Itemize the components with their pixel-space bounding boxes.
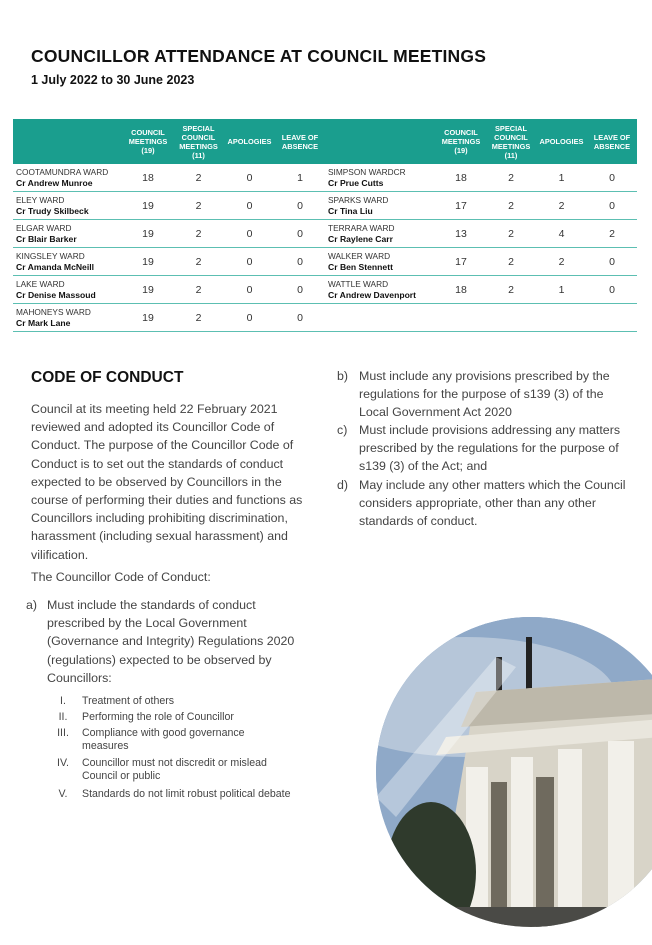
attendance-value: 19 [123, 248, 173, 276]
councillor-name: Cr Prue Cutts [328, 177, 384, 188]
attendance-value: 0 [275, 192, 325, 220]
table-row [13, 276, 637, 304]
attendance-value: 2 [486, 164, 536, 192]
table-header-row [13, 119, 637, 164]
building-photo [376, 617, 652, 927]
attendance-value: 18 [436, 276, 486, 304]
attendance-value: 0 [224, 248, 275, 276]
attendance-value: 2 [173, 192, 224, 220]
table-row [13, 304, 637, 332]
councillor-name: Cr Mark Lane [16, 317, 71, 328]
ward-name: KINGSLEY WARD [16, 250, 85, 261]
list-label: V. [58, 788, 68, 800]
list-label: III. [57, 727, 69, 739]
attendance-value: 2 [486, 220, 536, 248]
attendance-value: 2 [587, 220, 637, 248]
attendance-value: 0 [224, 192, 275, 220]
attendance-value: 0 [275, 248, 325, 276]
list-item [337, 476, 627, 531]
page-title: COUNCILLOR ATTENDANCE AT COUNCIL MEETINGS [31, 46, 487, 66]
period-subtitle: 1 July 2022 to 30 June 2023 [31, 73, 195, 87]
ward-name: COOTAMUNDRA WARD [16, 166, 109, 177]
header-cell: LEAVE OF ABSENCE [275, 119, 325, 164]
attendance-value: 18 [436, 164, 486, 192]
building-photo-icon [376, 617, 652, 927]
attendance-value: 2 [173, 220, 224, 248]
attendance-value: 2 [536, 192, 587, 220]
list-label: c) [337, 423, 348, 437]
header-blank [325, 119, 436, 164]
code-lead: The Councillor Code of Conduct: [31, 570, 211, 584]
councillor-cell [325, 276, 436, 304]
ward-name: WALKER WARD [328, 250, 391, 261]
attendance-value [536, 304, 587, 332]
list-text: Performing the role of Councillor [82, 711, 234, 723]
header-cell: SPECIAL COUNCIL MEETINGS (11) [173, 119, 224, 164]
code-intro: Council at its meeting held 22 February 2021 reviewed and adopted its Councillor Code of Conduct. The purpose of the Councillor Code of Conduct is to set out the standards of conduct expected to be observed by Councillors in the course of performing their duties and functions as Councillors including prohibiting discrimination, harassment (including sexual harassment) and vilification. [31, 402, 303, 562]
attendance-value [436, 304, 486, 332]
list-label: a) [26, 598, 38, 612]
header-cell: APOLOGIES [224, 119, 275, 164]
attendance-value: 2 [173, 276, 224, 304]
list-text: Councillor must not discredit or mislead Council or public [82, 757, 267, 782]
attendance-value: 2 [486, 192, 536, 220]
attendance-value: 2 [536, 248, 587, 276]
councillor-name: Cr Denise Massoud [16, 289, 96, 300]
ward-name: WATTLE WARD [328, 278, 389, 289]
list-label: I. [60, 695, 66, 707]
councillor-name: Cr Tina Liu [328, 205, 373, 216]
attendance-value: 1 [536, 164, 587, 192]
attendance-value: 0 [224, 220, 275, 248]
attendance-value: 19 [123, 304, 173, 332]
header-cell: APOLOGIES [536, 119, 587, 164]
attendance-value: 0 [224, 304, 275, 332]
councillor-name: Cr Andrew Munroe [16, 177, 93, 188]
attendance-value: 13 [436, 220, 486, 248]
attendance-value [486, 304, 536, 332]
ward-name: ELGAR WARD [16, 222, 72, 233]
ward-name: MAHONEYS WARD [16, 306, 91, 317]
attendance-value: 0 [587, 192, 637, 220]
attendance-value: 19 [123, 276, 173, 304]
code-heading: CODE OF CONDUCT [31, 369, 184, 386]
list-text: Must include the standards of conduct prescribed by the Local Government (Governance and Integrity) Regulations 2020 (regulations) expected to be observed by Councillors: [47, 598, 295, 685]
attendance-value: 2 [486, 276, 536, 304]
attendance-value [587, 304, 637, 332]
list-item [337, 421, 627, 476]
councillor-name: Cr Amanda McNeill [16, 261, 94, 272]
councillor-cell [325, 248, 436, 276]
header-blank [13, 119, 123, 164]
attendance-value: 0 [275, 304, 325, 332]
councillor-name: Cr Raylene Carr [328, 233, 393, 244]
councillor-cell [13, 164, 123, 192]
list-text: May include any other matters which the Council considers appropriate, other than any other standards of conduct. [359, 478, 626, 529]
attendance-value: 18 [123, 164, 173, 192]
list-label: II. [58, 711, 68, 723]
attendance-value: 0 [587, 164, 637, 192]
header-cell: LEAVE OF ABSENCE [587, 119, 637, 164]
councillor-name: Cr Ben Stennett [328, 261, 393, 272]
attendance-value: 2 [173, 164, 224, 192]
table-row [13, 192, 637, 220]
ward-name: ELEY WARD [16, 194, 65, 205]
attendance-value: 4 [536, 220, 587, 248]
councillor-cell [13, 220, 123, 248]
attendance-value: 0 [587, 276, 637, 304]
header-cell: SPECIAL COUNCIL MEETINGS (11) [486, 119, 536, 164]
ward-name: LAKE WARD [16, 278, 65, 289]
councillor-cell [325, 164, 436, 192]
list-item [26, 596, 316, 687]
attendance-value: 0 [587, 248, 637, 276]
attendance-table [13, 119, 637, 332]
list-text: Treatment of others [82, 695, 175, 707]
table-row [13, 220, 637, 248]
attendance-value: 19 [123, 192, 173, 220]
councillor-cell [13, 276, 123, 304]
attendance-value: 1 [275, 164, 325, 192]
attendance-value: 0 [224, 276, 275, 304]
attendance-value: 19 [123, 220, 173, 248]
list-text: Must include provisions addressing any matters prescribed by the regulations for the purpose of s139 (3) of the Act; and [359, 423, 621, 474]
councillor-cell [325, 220, 436, 248]
attendance-value: 0 [275, 220, 325, 248]
councillor-name: Cr Blair Barker [16, 233, 77, 244]
councillor-name: Cr Trudy Skilbeck [16, 205, 89, 216]
councillor-cell [13, 192, 123, 220]
list-label: IV. [57, 757, 69, 769]
attendance-value: 2 [173, 248, 224, 276]
attendance-value: 17 [436, 248, 486, 276]
councillor-cell [325, 304, 436, 332]
attendance-value: 0 [224, 164, 275, 192]
header-cell: COUNCIL MEETINGS (19) [123, 119, 173, 164]
attendance-value: 0 [275, 276, 325, 304]
header-cell: COUNCIL MEETINGS (19) [436, 119, 486, 164]
ward-name: SPARKS WARD [328, 194, 389, 205]
list-label: d) [337, 478, 349, 492]
attendance-value: 2 [486, 248, 536, 276]
list-item [337, 367, 627, 422]
councillor-cell [325, 192, 436, 220]
table-row [13, 164, 637, 192]
list-text: Compliance with good governance measures [82, 727, 245, 752]
ward-name: TERRARA WARD [328, 222, 395, 233]
councillor-cell [13, 304, 123, 332]
attendance-value: 1 [536, 276, 587, 304]
ward-name: SIMPSON WARDCR [328, 166, 406, 177]
table-row [13, 248, 637, 276]
list-text: Standards do not limit robust political debate [82, 788, 291, 800]
list-label: b) [337, 369, 349, 383]
list-text: Must include any provisions prescribed by the regulations for the purpose of s139 (3) of the Local Government Act 2020 [359, 369, 610, 420]
councillor-cell [13, 248, 123, 276]
councillor-name: Cr Andrew Davenport [328, 289, 417, 300]
attendance-value: 17 [436, 192, 486, 220]
attendance-value: 2 [173, 304, 224, 332]
